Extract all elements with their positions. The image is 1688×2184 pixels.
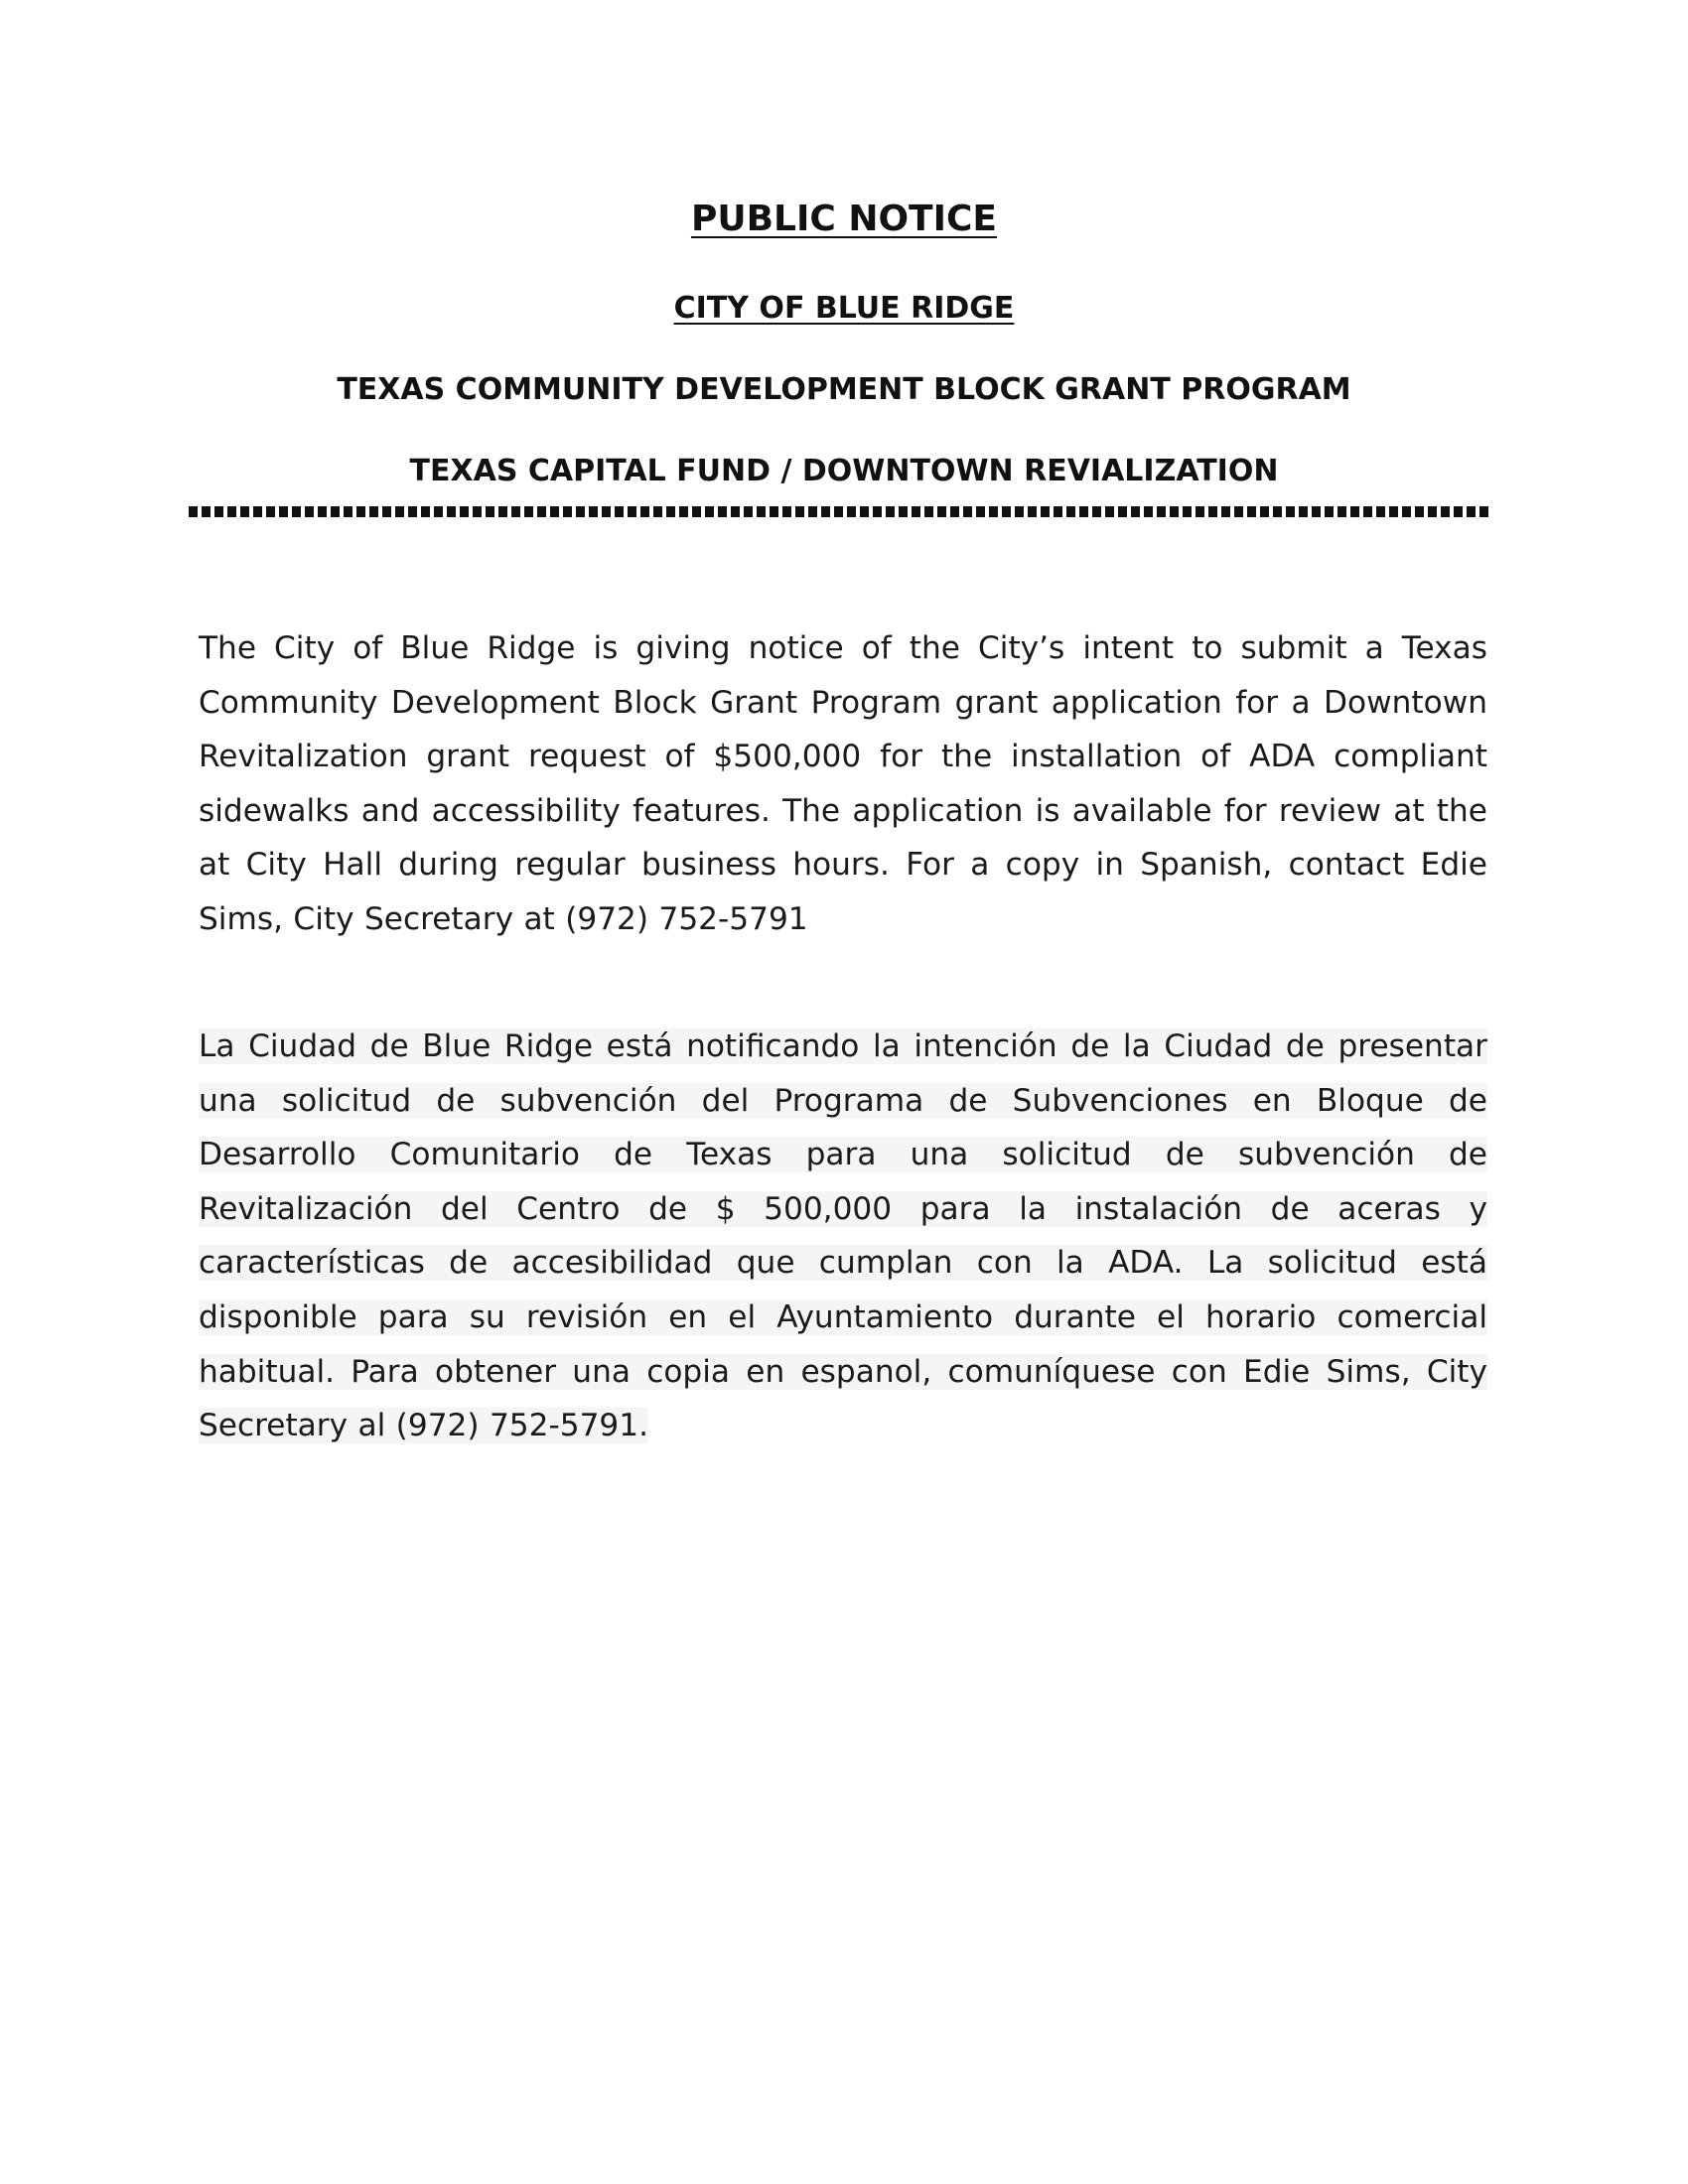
spanish-notice-paragraph [199,1020,1487,1453]
spanish-notice-text: La Ciudad de Blue Ridge está notificando la intención de la Ciudad de presentar una solicitud de subvención del Programa de Subvenciones en Bloque de Desarrollo Comunitario de Texas para una solicitud de subvención de Revitalización del Centro de $ 500,000 para la instalación de aceras y características de accesibilidad que cumplan con la ADA. La solicitud está disponible para su revisión en el Ayuntamiento durante el horario comercial habitual. Para obtener una copia en espanol, comuníquese con Edie Sims, City Secretary al (972) 752-5791. [199,1028,1487,1444]
fund-heading: TEXAS CAPITAL FUND / DOWNTOWN REVIALIZATION [409,454,1279,488]
dotted-divider [189,506,1489,517]
notice-title: PUBLIC NOTICE [690,199,998,239]
program-heading: TEXAS COMMUNITY DEVELOPMENT BLOCK GRANT PROGRAM [337,372,1351,407]
city-name-heading: CITY OF BLUE RIDGE [673,291,1015,326]
english-notice-paragraph: The City of Blue Ridge is giving notice of the City’s intent to submit a Texas Community Development Block Grant Program grant application for a Downtown Revitalization grant request of $500,000 for the installation of ADA compliant sidewalks and accessibility features. The application is available for review at the at City Hall during regular business hours. For a copy in Spanish, contact Edie Sims, City Secretary at (972) 752-5791 [199,630,1487,937]
